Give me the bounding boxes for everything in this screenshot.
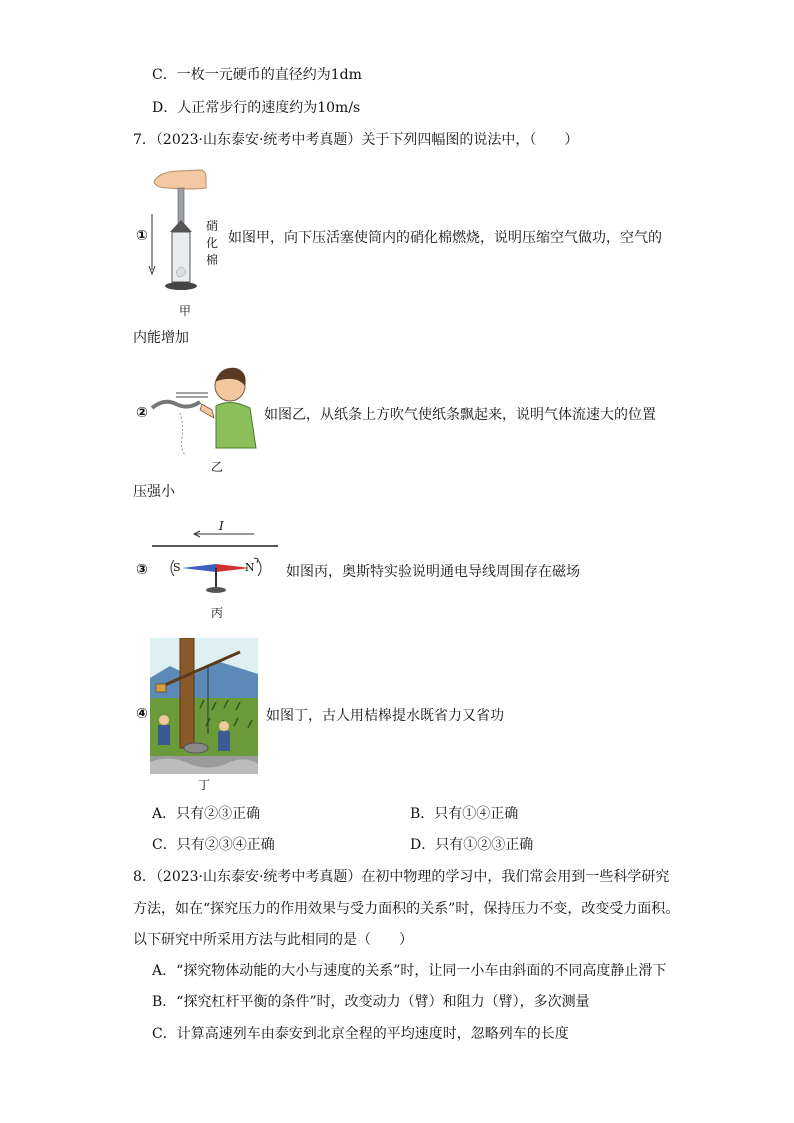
option-d-prev: D．人正常步行的速度约为10m/s [152,100,361,116]
q7-choice-c[interactable]: C．只有②③④正确 [152,837,275,853]
q8-choice-c[interactable]: C．计算高速列车由泰安到北京全程的平均速度时，忽略列车的长度 [152,1026,569,1042]
item3-marker: ③ [136,562,148,578]
caption-jia: 甲 [178,304,191,318]
caption-bing: 丙 [210,606,223,620]
item4-text: 如图丁，古人用桔槔提水既省力又省功 [266,708,504,724]
caption-yi: 乙 [210,460,223,474]
item2-text: 如图乙，从纸条上方吹气使纸条飘起来，说明气体流速大的位置 [264,407,656,423]
item2-marker: ② [136,405,148,421]
pole-s-label: S [173,561,181,574]
q8-choice-a[interactable]: A．“探究物体动能的大小与速度的关系”时，让同一小车由斜面的不同高度静止滑下 [152,963,667,979]
q7-choice-b[interactable]: B．只有①④正确 [410,806,519,822]
item1-text-cont: 内能增加 [133,330,189,346]
q7-choice-a[interactable]: A．只有②③正确 [152,806,261,822]
figure-ding [150,638,258,774]
caption-ding: 丁 [197,778,210,792]
q8-stem-line-1: 8．（2023·山东泰安·统考中考真题）在初中物理的学习中，我们常会用到一些科学研究 [133,869,670,885]
figure-bing [150,512,280,607]
q7-choice-d[interactable]: D．只有①②③正确 [410,837,534,853]
figure-yi [150,358,260,458]
item3-text: 如图丙，奥斯特实验说明通电导线周围存在磁场 [286,564,580,580]
figure-label-nitrocellulose: 硝化棉 [206,219,219,267]
figure-jia [148,162,210,302]
item1-marker: ① [136,228,148,244]
q8-stem-line-3: 以下研究中所采用方法与此相同的是（ ） [133,932,413,948]
q8-stem-line-2: 方法，如在“探究压力的作用效果与受力面积的关系”时，保持压力不变，改变受力面积。 [133,901,680,917]
item4-marker: ④ [136,706,148,722]
item1-text: 如图甲，向下压活塞使筒内的硝化棉燃烧，说明压缩空气做功，空气的 [228,230,662,246]
q7-stem: 7．（2023·山东泰安·统考中考真题）关于下列四幅图的说法中，（ ） [133,132,579,148]
option-c-prev: C．一枚一元硬币的直径约为1dm [152,67,362,83]
item2-text-cont: 压强小 [133,484,175,500]
current-label: I [219,519,224,533]
q8-choice-b[interactable]: B．“探究杠杆平衡的条件”时，改变动力（臂）和阻力（臂），多次测量 [152,994,590,1010]
pole-n-label: N [245,561,255,574]
